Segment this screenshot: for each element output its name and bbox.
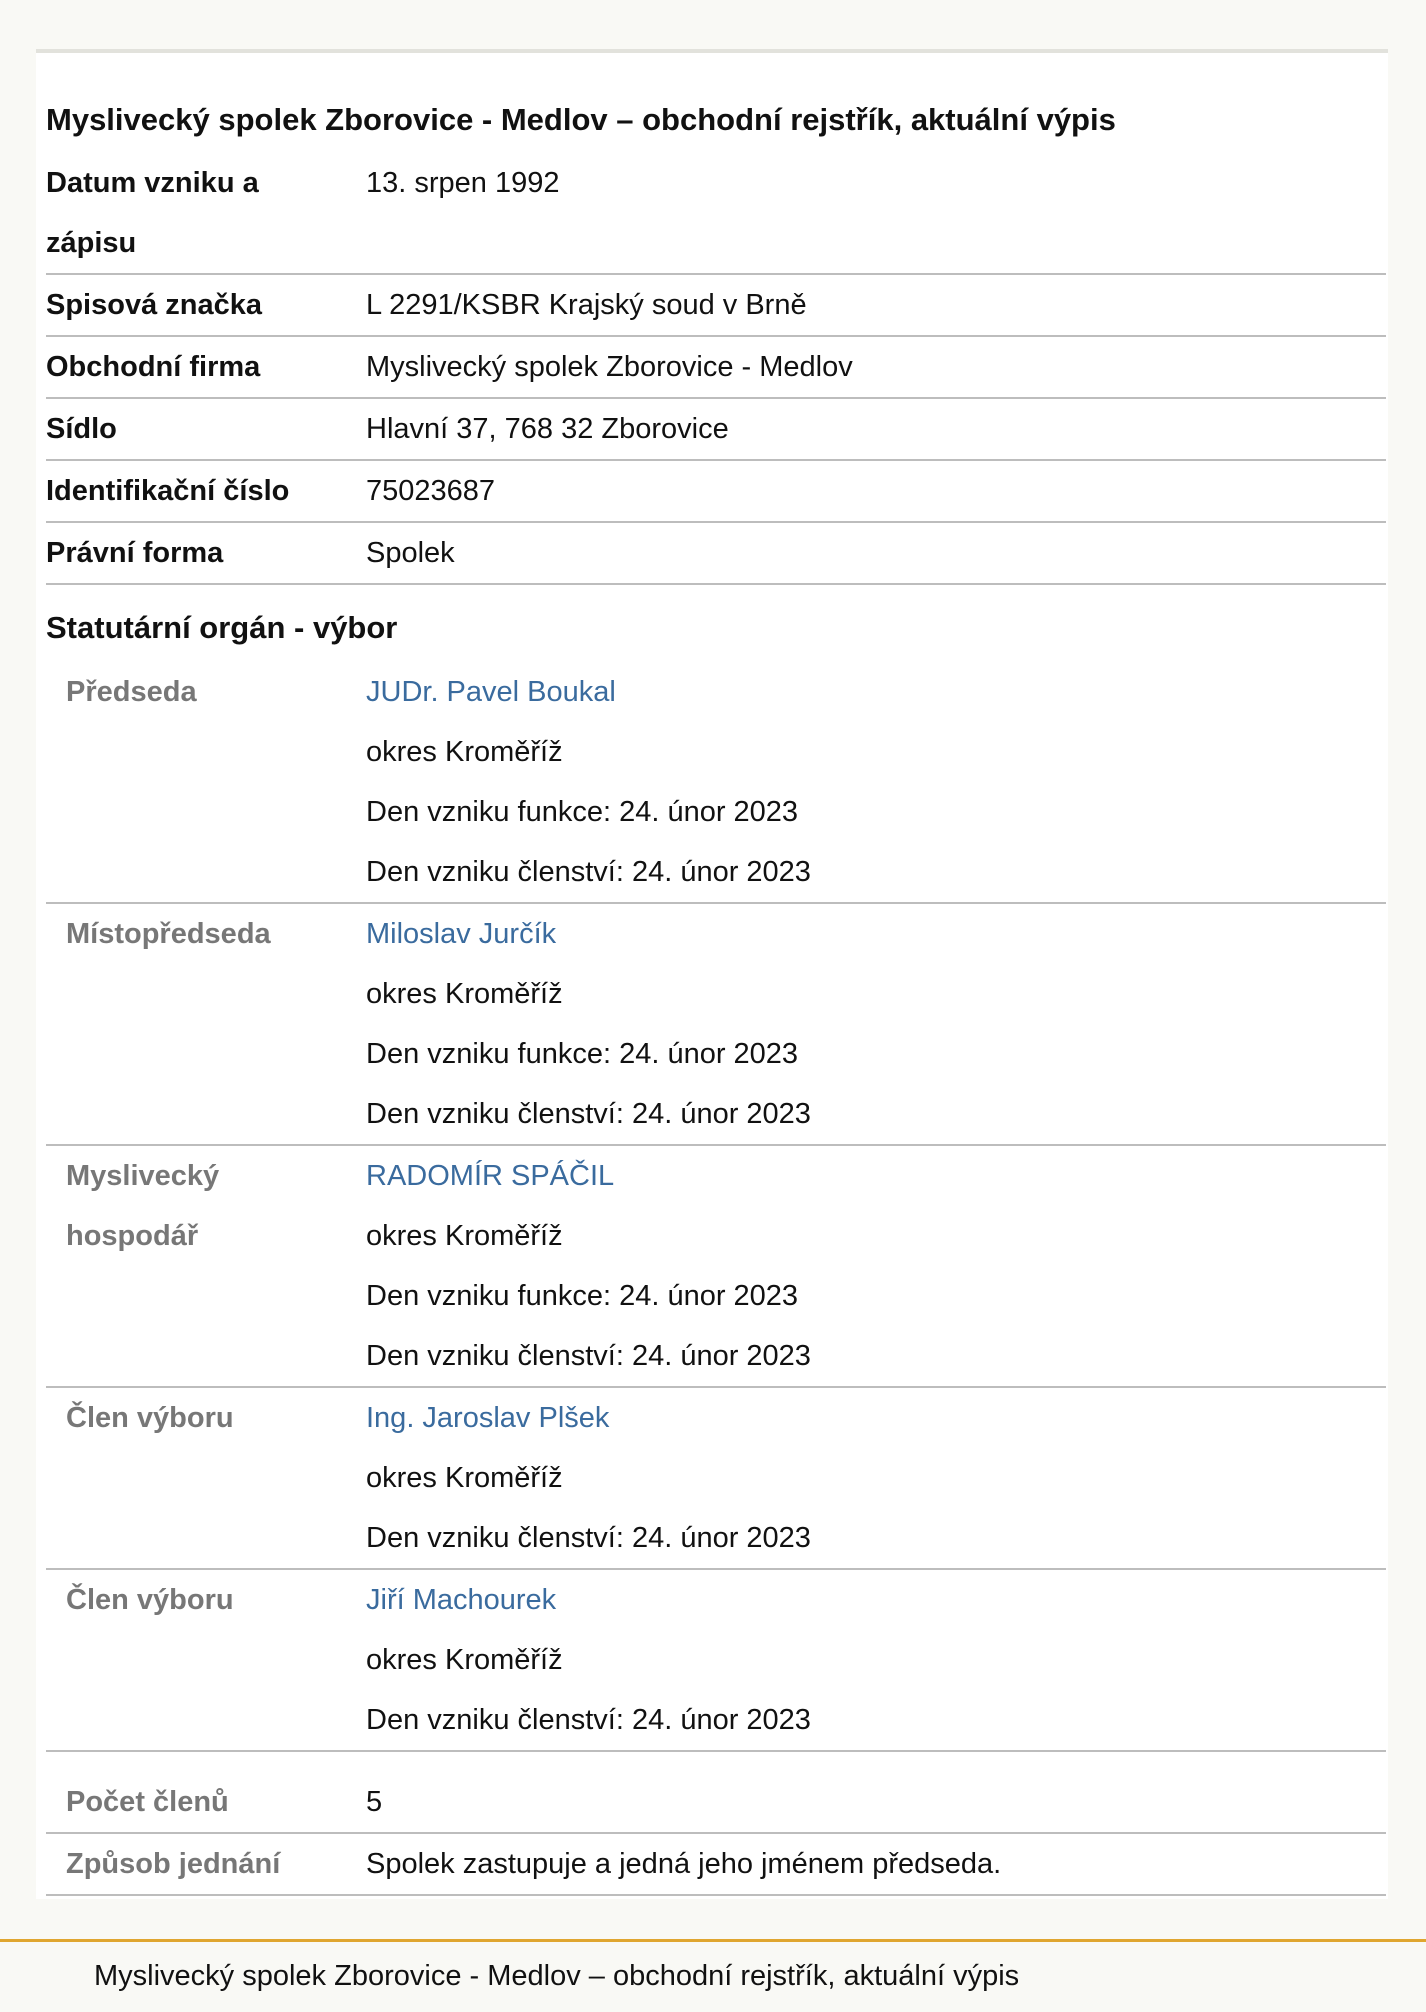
detail-value: Spolek (366, 537, 455, 569)
member-role: Člen výboru (66, 1402, 234, 1434)
detail-value: 13. srpen 1992 (366, 167, 560, 199)
member-role: Člen výboru (66, 1584, 234, 1616)
member-membership-start: Den vzniku členství: 24. únor 2023 (366, 1522, 811, 1554)
member-role: Místopředseda (66, 918, 271, 950)
member-row (46, 904, 1386, 1146)
member-membership-start: Den vzniku členství: 24. únor 2023 (366, 1340, 811, 1372)
detail-value: Hlavní 37, 768 32 Zborovice (366, 413, 729, 445)
member-role: Předseda (66, 676, 197, 708)
member-details (366, 1388, 811, 1568)
member-count-label: Počet členů (66, 1786, 229, 1818)
detail-row-datum-vzniku (46, 153, 1386, 275)
member-membership-start: Den vzniku členství: 24. únor 2023 (366, 856, 811, 888)
member-name-link[interactable]: Miloslav Jurčík (366, 918, 557, 950)
member-row (46, 662, 1386, 904)
member-name-link[interactable]: RADOMÍR SPÁČIL (366, 1160, 615, 1192)
member-count-value: 5 (366, 1786, 383, 1818)
member-district: okres Kroměříž (366, 978, 563, 1010)
member-name-link[interactable]: JUDr. Pavel Boukal (366, 676, 616, 708)
detail-label: Identifikační číslo (46, 475, 290, 507)
member-details (366, 904, 811, 1144)
footer-title: Myslivecký spolek Zborovice - Medlov – obchodní rejstřík, aktuální výpis (94, 1960, 1020, 1992)
detail-value: Myslivecký spolek Zborovice - Medlov (366, 351, 853, 383)
statutory-heading: Statutární orgán - výbor (46, 610, 398, 645)
member-district: okres Kroměříž (366, 1462, 563, 1494)
detail-value: L 2291/KSBR Krajský soud v Brně (366, 289, 807, 321)
member-district: okres Kroměříž (366, 1644, 563, 1676)
member-row (46, 1570, 1386, 1752)
detail-row-pravni-forma (46, 523, 1386, 585)
member-name-link[interactable]: Jiří Machourek (366, 1584, 557, 1616)
member-district: okres Kroměříž (366, 736, 563, 768)
detail-row-obchodni-firma (46, 337, 1386, 399)
member-details (366, 662, 811, 902)
member-function-start: Den vzniku funkce: 24. únor 2023 (366, 1280, 799, 1312)
conduct-row (46, 1834, 1386, 1896)
conduct-label: Způsob jednání (66, 1848, 281, 1880)
detail-value: 75023687 (366, 475, 496, 507)
detail-row-sidlo (46, 399, 1386, 461)
detail-row-ico (46, 461, 1386, 523)
member-function-start: Den vzniku funkce: 24. únor 2023 (366, 796, 799, 828)
member-row (46, 1388, 1386, 1570)
member-role: Myslivecký hospodář (66, 1160, 220, 1252)
member-details (366, 1146, 811, 1386)
detail-label: Právní forma (46, 537, 224, 569)
member-row (46, 1146, 1386, 1388)
member-district: okres Kroměříž (366, 1220, 563, 1252)
detail-label: Datum vzniku a zápisu (46, 167, 259, 259)
member-membership-start: Den vzniku členství: 24. únor 2023 (366, 1704, 811, 1736)
member-function-start: Den vzniku funkce: 24. únor 2023 (366, 1038, 799, 1070)
member-details (366, 1570, 811, 1750)
detail-label: Spisová značka (46, 289, 262, 321)
member-name-link[interactable]: Ing. Jaroslav Plšek (366, 1402, 610, 1434)
conduct-value: Spolek zastupuje a jedná jeho jménem předseda. (366, 1848, 1002, 1880)
member-count-row (46, 1772, 1386, 1834)
page-title: Myslivecký spolek Zborovice - Medlov – obchodní rejstřík, aktuální výpis (46, 102, 1116, 137)
detail-row-spisova-znacka (46, 275, 1386, 337)
detail-label: Sídlo (46, 413, 117, 445)
footer-bar (0, 1939, 1426, 2012)
member-membership-start: Den vzniku členství: 24. únor 2023 (366, 1098, 811, 1130)
detail-label: Obchodní firma (46, 351, 261, 383)
